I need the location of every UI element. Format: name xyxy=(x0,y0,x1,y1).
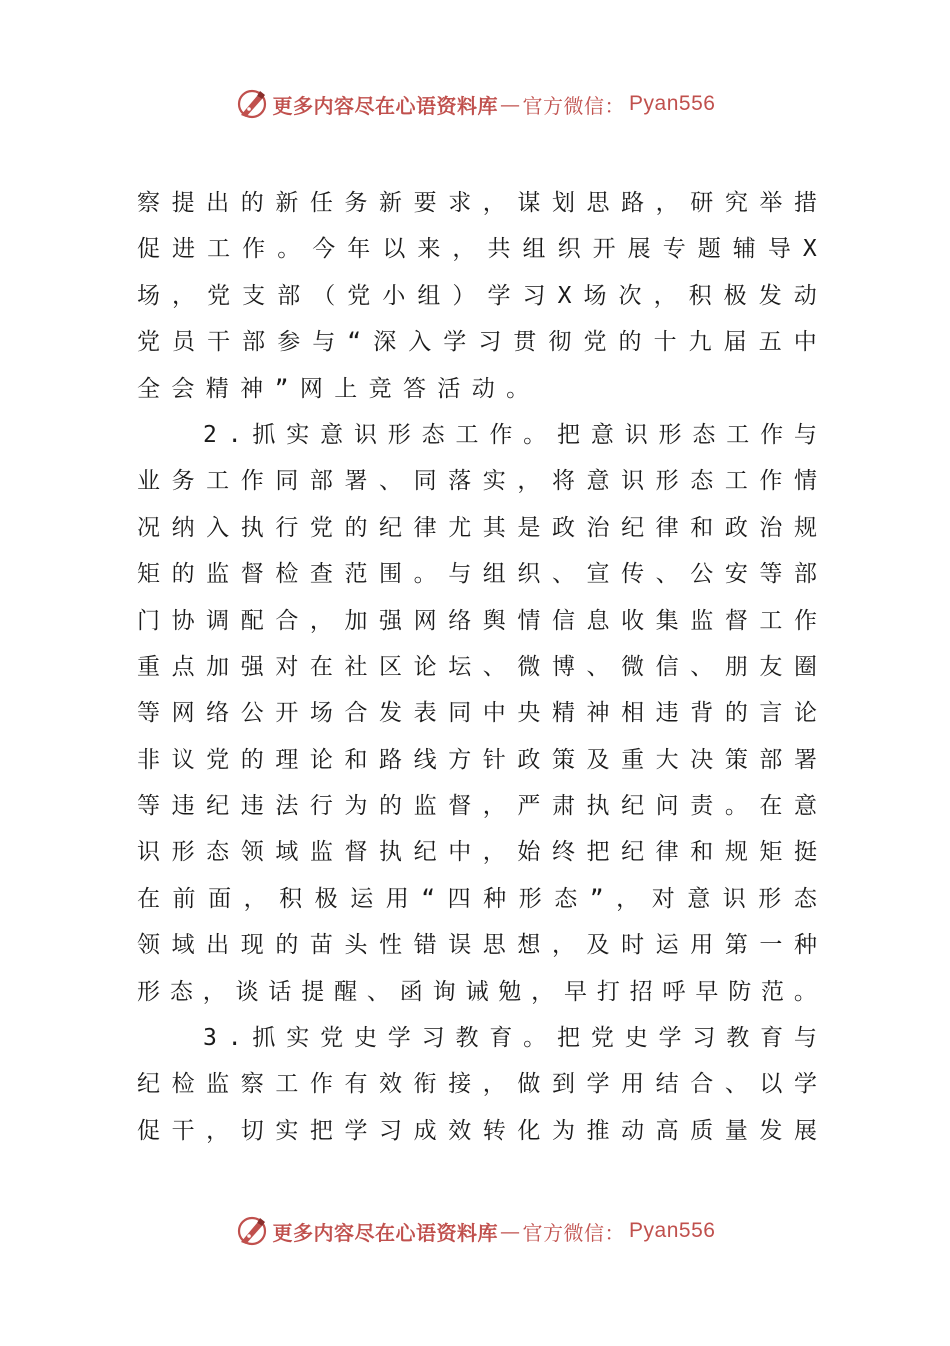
text-line: 促 进 工 作 。 今 年 以 来 ， 共 组 织 开 展 专 题 辅 导 X xyxy=(137,236,817,263)
text-line: 业 务 工 作 同 部 署 、 同 落 实 ， 将 意 识 形 态 工 作 情 xyxy=(137,468,817,495)
banner-separator: — xyxy=(500,92,521,116)
text-line: 等 网 络 公 开 场 合 发 表 同 中 央 精 神 相 违 背 的 言 论 xyxy=(137,700,817,727)
banner-wechat-account: Pyan556 xyxy=(629,92,716,115)
text-line: 纪 检 监 察 工 作 有 效 衔 接 ， 做 到 学 用 结 合 、 以 学 xyxy=(137,1071,817,1098)
text-line: 等 违 纪 违 法 行 为 的 监 督 ， 严 肃 执 纪 问 责 。 在 意 xyxy=(137,793,817,820)
text-line: 全 会 精 神 ” 网 上 竞 答 活 动 。 xyxy=(137,375,530,402)
text-line: 党 员 干 部 参 与 “ 深 入 学 习 贯 彻 党 的 十 九 届 五 中 xyxy=(137,329,817,356)
text-line: 况 纳 入 执 行 党 的 纪 律 尤 其 是 政 治 纪 律 和 政 治 规 xyxy=(137,514,817,541)
banner-wechat-label: 官方微信： xyxy=(522,1220,626,1245)
document-body xyxy=(137,180,817,1154)
text-line: 重 点 加 强 对 在 社 区 论 坛 、 微 博 、 微 信 、 朋 友 圈 xyxy=(137,653,817,680)
banner-wechat-label: 官方微信： xyxy=(522,93,626,118)
banner-title: 更多内容尽在心语资料库 xyxy=(272,1220,499,1245)
text-line: 矩 的 监 督 检 查 范 围 。 与 组 织 、 宣 传 、 公 安 等 部 xyxy=(137,561,817,588)
footer-banner xyxy=(0,1211,950,1251)
fountain-pen-logo-icon xyxy=(235,1214,269,1248)
header-banner xyxy=(0,84,950,124)
text-line: 2 . 抓 实 意 识 形 态 工 作 。 把 意 识 形 态 工 作 与 xyxy=(203,421,817,448)
text-line: 3 . 抓 实 党 史 学 习 教 育 。 把 党 史 学 习 教 育 与 xyxy=(203,1025,817,1052)
text-line: 非 议 党 的 理 论 和 路 线 方 针 政 策 及 重 大 决 策 部 署 xyxy=(137,746,817,773)
text-line: 在 前 面 ， 积 极 运 用 “ 四 种 形 态 ” ， 对 意 识 形 态 xyxy=(137,885,817,912)
text-line: 场 ， 党 支 部 （ 党 小 组 ） 学 习 X 场 次 ， 积 极 发 动 xyxy=(137,282,817,309)
text-line: 察 提 出 的 新 任 务 新 要 求 ， 谋 划 思 路 ， 研 究 举 措 xyxy=(137,190,817,216)
text-line: 形 态 ， 谈 话 提 醒 、 函 询 诫 勉 ， 早 打 招 呼 早 防 范 。 xyxy=(137,978,817,1005)
fountain-pen-logo-icon xyxy=(235,87,269,121)
text-line: 促 干 ， 切 实 把 学 习 成 效 转 化 为 推 动 高 质 量 发 展 xyxy=(137,1117,817,1144)
text-line: 门 协 调 配 合 ， 加 强 网 络 舆 情 信 息 收 集 监 督 工 作 xyxy=(137,607,817,634)
banner-title: 更多内容尽在心语资料库 xyxy=(272,93,499,118)
text-line: 识 形 态 领 域 监 督 执 纪 中 ， 始 终 把 纪 律 和 规 矩 挺 xyxy=(137,839,817,866)
banner-separator: — xyxy=(500,1219,521,1243)
banner-wechat-account: Pyan556 xyxy=(629,1219,716,1242)
text-line: 领 域 出 现 的 苗 头 性 错 误 思 想 ， 及 时 运 用 第 一 种 xyxy=(137,932,817,959)
